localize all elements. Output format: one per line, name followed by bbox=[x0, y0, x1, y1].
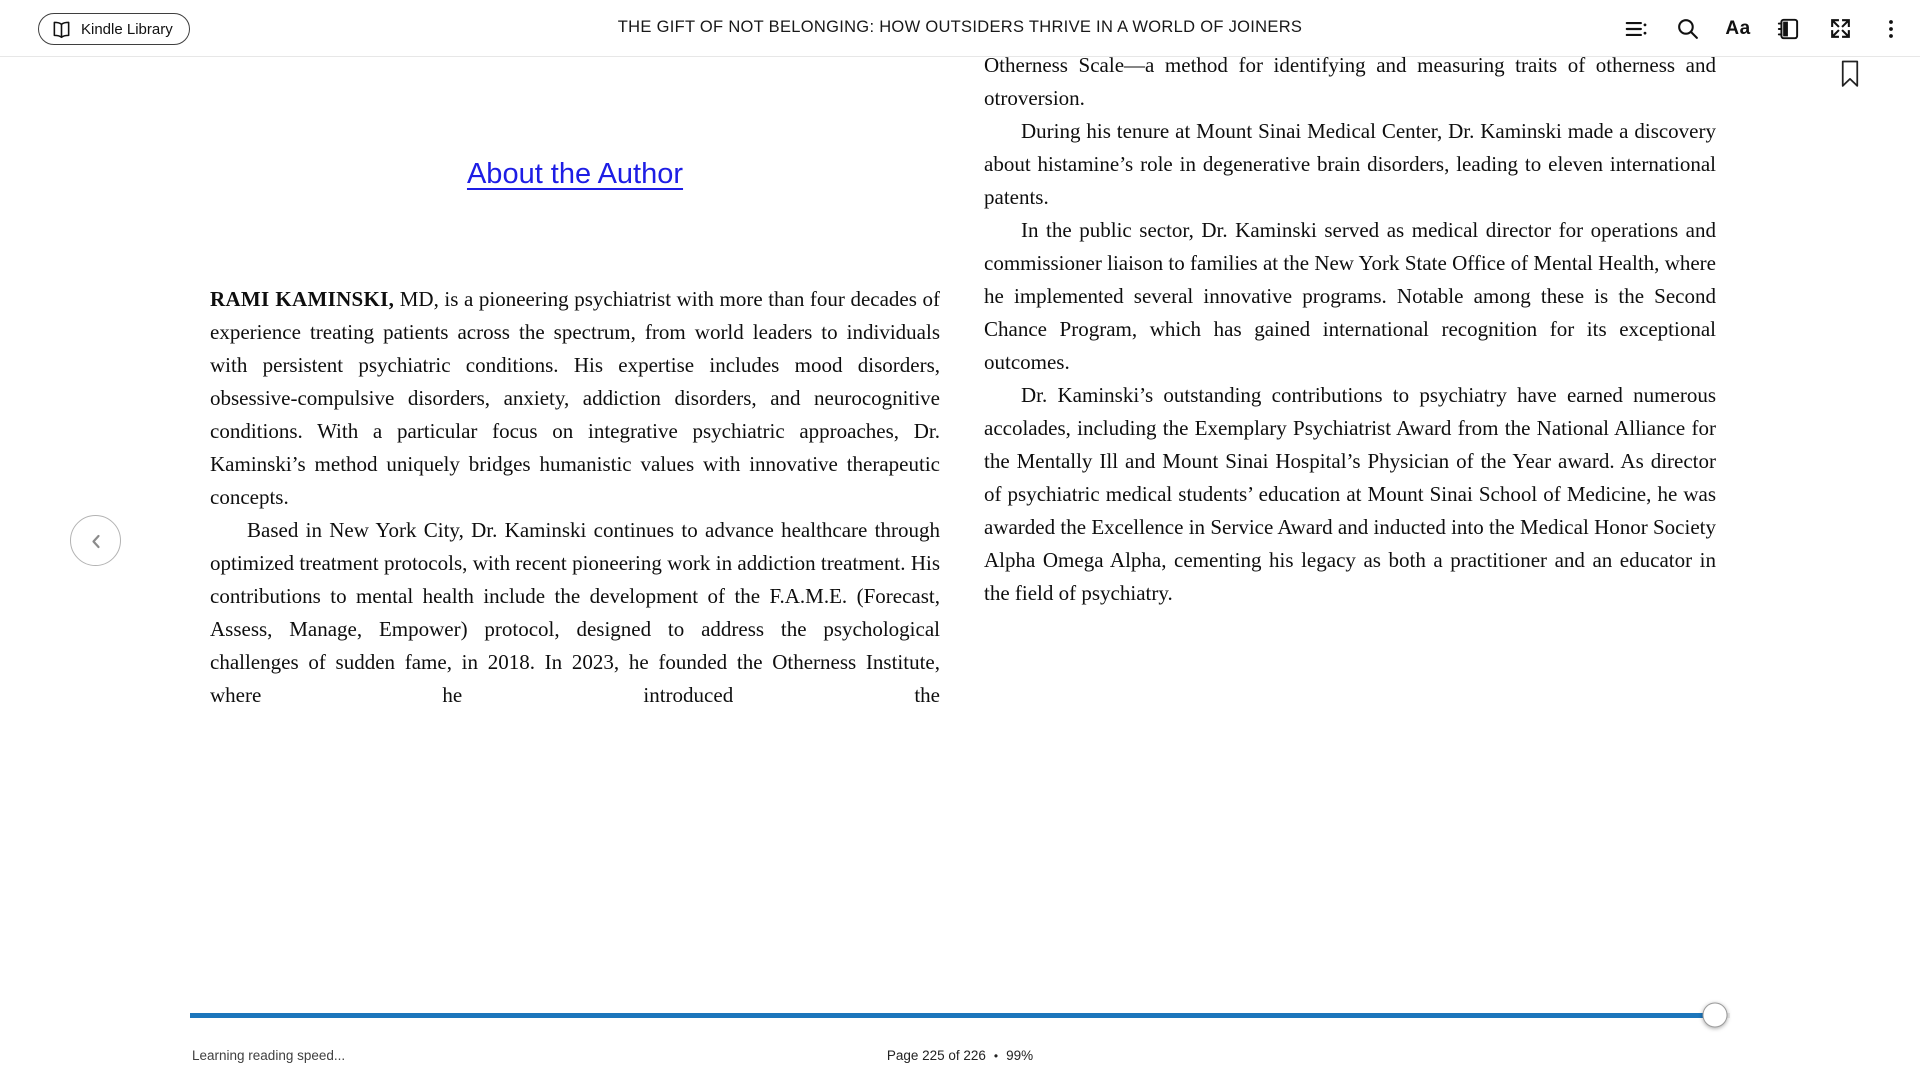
author-name-bold: RAMI KAMINSKI, bbox=[210, 287, 395, 311]
kindle-library-button[interactable] bbox=[38, 13, 190, 45]
fullscreen-button[interactable] bbox=[1825, 14, 1855, 44]
open-book-icon bbox=[51, 20, 72, 39]
page-layout-icon bbox=[1776, 16, 1802, 42]
paragraph bbox=[210, 283, 940, 514]
more-menu-button[interactable] bbox=[1876, 14, 1906, 44]
prev-page-button[interactable] bbox=[70, 515, 121, 566]
paragraph: During his tenure at Mount Sinai Medical Center, Dr. Kaminski made a discovery about histamine’s role in degenerative brain disorders, leading to eleven international patents. bbox=[984, 119, 1716, 209]
page-info bbox=[887, 1048, 1033, 1063]
percent-label: 99% bbox=[1006, 1048, 1034, 1063]
right-column bbox=[984, 49, 1716, 610]
toc-button[interactable] bbox=[1621, 14, 1651, 44]
paragraph: Based in New York City, Dr. Kaminski continues to advance healthcare through optimized treatment protocols, with recent pioneering work in addiction treatment. His contributions to mental health include the development of the F.A.M.E. (Forecast, Assess, Manage, Empower) protocol, designed to address the psychological challenges of sudden fame, in 2018. In 2023, he founded the Otherness Institute, where he introduced the bbox=[210, 518, 940, 707]
paragraph: In the public sector, Dr. Kaminski served as medical director for operations and commissioner liaison to families at the New York State Office of Mental Health, where he implemented several innovative programs. Notable among these is the Second Chance Program, which has gained international recognition for its exceptional outcomes. bbox=[984, 218, 1716, 374]
separator-dot: • bbox=[993, 1048, 999, 1063]
font-settings-button[interactable] bbox=[1723, 14, 1753, 44]
paragraph-text: MD, is a pioneering psychiatrist with more than four decades of experience treating patients across the spectrum, from world leaders to individuals with persistent psychiatric conditions. His expertise includes mood disorders, obsessive-compulsive disorders, anxiety, addiction disorders, and neurocognitive conditions. With a particular focus on integrative psychiatric approaches, Dr. Kaminski’s method uniquely bridges humanistic values with innovative therapeutic concepts. bbox=[210, 287, 940, 509]
page-layout-button[interactable] bbox=[1774, 14, 1804, 44]
progress-fill bbox=[190, 1013, 1715, 1018]
page-count-label: Page 225 of 226 bbox=[886, 1048, 986, 1063]
bookmark-button[interactable] bbox=[1841, 59, 1861, 89]
fullscreen-icon bbox=[1828, 16, 1853, 41]
progress-slider[interactable] bbox=[190, 1005, 1730, 1025]
search-button[interactable] bbox=[1672, 14, 1702, 44]
toc-icon bbox=[1623, 16, 1649, 42]
search-icon bbox=[1675, 16, 1700, 41]
font-settings-icon: Aa bbox=[1725, 17, 1751, 39]
paragraph: Dr. Kaminski’s outstanding contributions to psychiatry have earned numerous accolades, including the Exemplary Psychiatrist Award from the National Alliance for the Mentally Ill and Mount Sinai Hospital’s Physician of the Year award. As director of psychiatric medical students’ education at Mount Sinai School of Medicine, he was awarded the Excellence in Service Award and inducted into the Medical Honor Society Alpha Omega Alpha, cementing his legacy as both a practitioner and an educator in the field of psychiatry. bbox=[984, 383, 1716, 605]
more-menu-icon bbox=[1879, 17, 1903, 41]
chevron-left-icon bbox=[84, 529, 108, 553]
progress-slider-handle[interactable] bbox=[1702, 1003, 1727, 1028]
paragraph: Otherness Scale—a method for identifying and measuring traits of otherness and otroversion. bbox=[984, 53, 1716, 110]
chapter-heading-link[interactable]: About the Author bbox=[466, 158, 684, 190]
left-column bbox=[210, 158, 940, 712]
reading-speed-status: Learning reading speed... bbox=[192, 1048, 346, 1063]
bookmark-icon bbox=[1841, 60, 1861, 88]
book-title: THE GIFT OF NOT BELONGING: HOW OUTSIDERS THRIVE IN A WORLD OF JOINERS bbox=[617, 18, 1303, 36]
progress-track[interactable] bbox=[190, 1013, 1730, 1018]
kindle-library-label: Kindle Library bbox=[81, 20, 173, 38]
